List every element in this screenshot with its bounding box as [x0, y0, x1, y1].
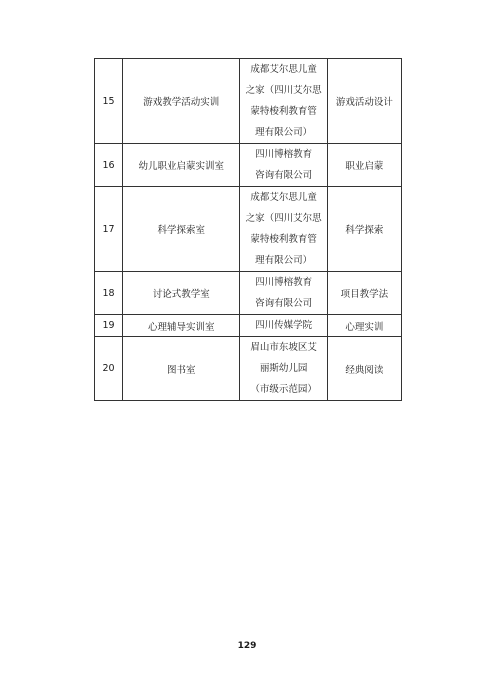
table-row — [95, 315, 402, 337]
row-number: 15 — [95, 59, 123, 144]
table-row — [95, 272, 402, 315]
partner-line: 之家（四川艾尔思 — [245, 85, 322, 96]
partner-line: 之家（四川艾尔思 — [245, 213, 322, 224]
partner-line: （市级示范园） — [250, 384, 317, 395]
row-number: 19 — [95, 315, 123, 337]
row-number: 16 — [95, 144, 123, 187]
partner-organization — [240, 315, 327, 337]
partner-line: 眉山市东坡区艾 — [250, 342, 317, 353]
training-room-table — [94, 58, 402, 401]
room-name: 心理辅导实训室 — [123, 315, 240, 337]
table-row — [95, 337, 402, 401]
table-row — [95, 144, 402, 187]
training-content: 经典阅读 — [327, 337, 401, 401]
training-content: 游戏活动设计 — [327, 59, 401, 144]
training-content: 职业启蒙 — [327, 144, 401, 187]
row-number: 17 — [95, 187, 123, 272]
room-name: 图书室 — [123, 337, 240, 401]
partner-line: 蒙特梭利教育管 — [250, 234, 317, 245]
partner-line: 咨询有限公司 — [255, 170, 313, 181]
room-name: 游戏教学活动实训 — [123, 59, 240, 144]
partner-line: 蒙特梭利教育管 — [250, 106, 317, 117]
table-row — [95, 59, 402, 144]
partner-organization — [240, 187, 327, 272]
room-name: 讨论式教学室 — [123, 272, 240, 315]
training-content: 科学探索 — [327, 187, 401, 272]
partner-line: 成都艾尔思儿童 — [250, 192, 317, 203]
partner-organization — [240, 59, 327, 144]
partner-organization — [240, 272, 327, 315]
partner-organization — [240, 337, 327, 401]
table-body — [95, 59, 402, 401]
room-name: 幼儿职业启蒙实训室 — [123, 144, 240, 187]
partner-line: 四川博榕教育 — [255, 277, 313, 288]
page-number: 129 — [237, 641, 257, 651]
partner-organization — [240, 144, 327, 187]
room-name: 科学探索室 — [123, 187, 240, 272]
partner-line: 四川博榕教育 — [255, 149, 313, 160]
training-content: 项目教学法 — [327, 272, 401, 315]
partner-line: 咨询有限公司 — [255, 298, 313, 309]
partner-line: 四川传媒学院 — [255, 320, 313, 331]
table-row — [95, 187, 402, 272]
partner-line: 理有限公司） — [255, 255, 313, 266]
partner-line: 丽斯幼儿园 — [259, 363, 308, 374]
partner-line: 成都艾尔思儿童 — [250, 64, 317, 75]
row-number: 20 — [95, 337, 123, 401]
partner-line: 理有限公司） — [255, 127, 313, 138]
training-content: 心理实训 — [327, 315, 401, 337]
row-number: 18 — [95, 272, 123, 315]
